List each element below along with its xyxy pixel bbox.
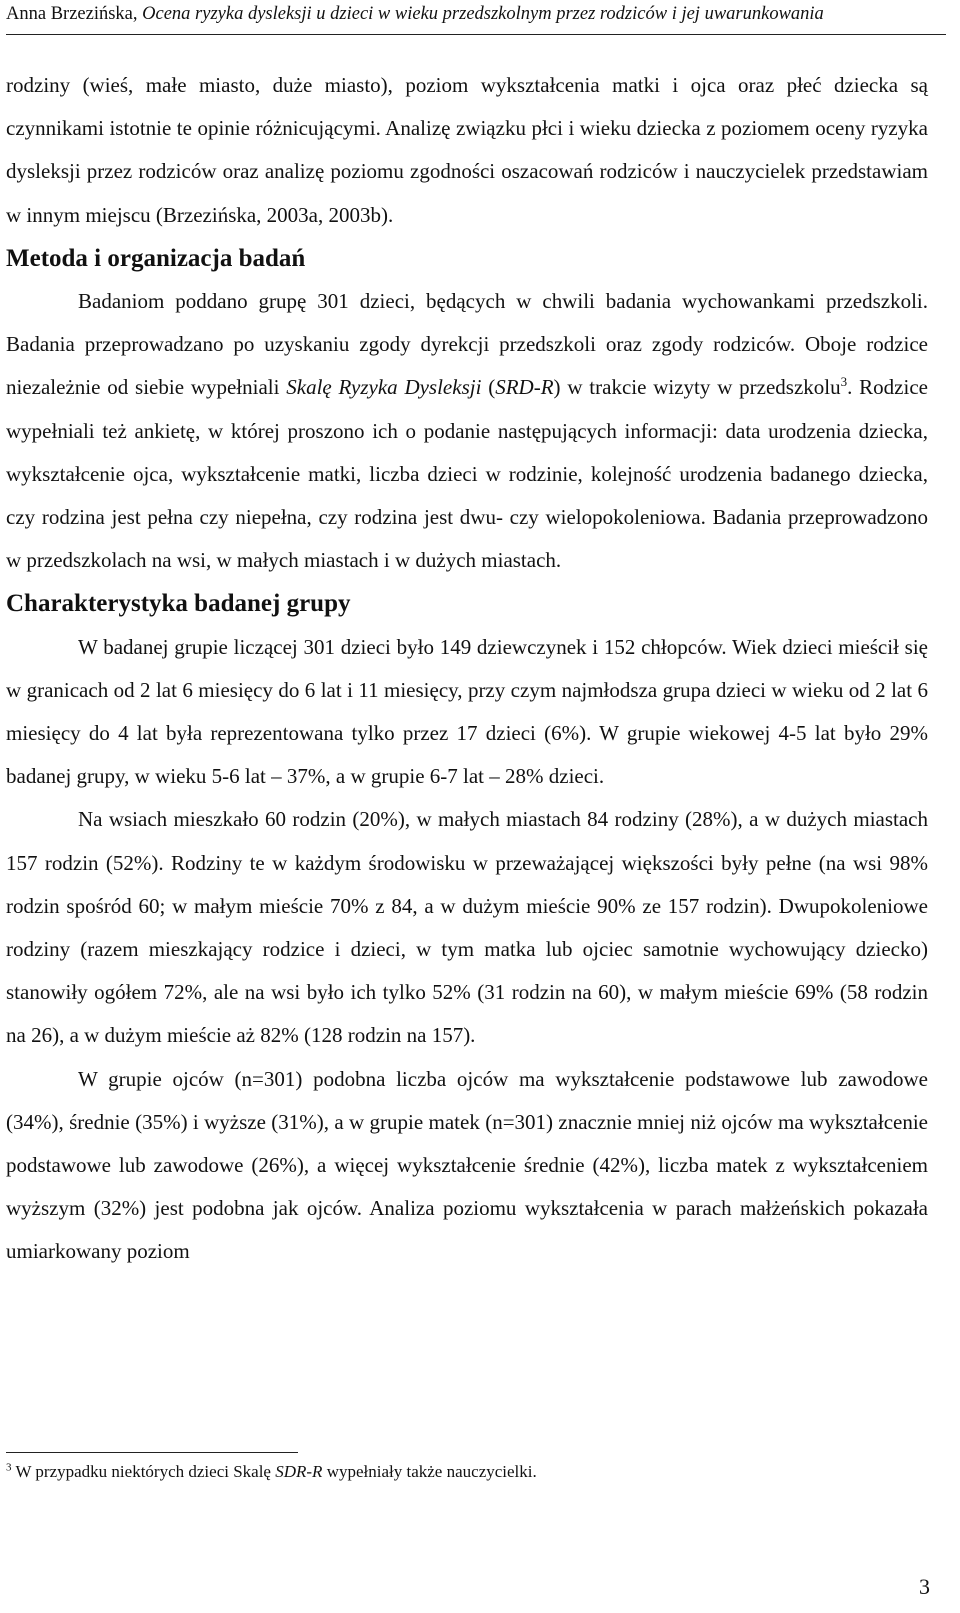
footnote-number: 3	[6, 1461, 12, 1474]
method-text-1: Badaniom poddano grupę 301 dzieci, będących w chwili badania wychowankami przedszkoli. Badania przeprowadzano po uzyskaniu zgody dyrekcji przedszkoli oraz zgody rodziców. Oboje rodzice niezależnie od siebie wypełniali	[6, 289, 928, 400]
group-paragraph-2: Na wsiach mieszkało 60 rodzin (20%), w małych miastach 84 rodziny (28%), a w dużych miastach 157 rodzin (52%). Rodziny te w każdym środowisku w przeważającej większości były pełne (na wsi 98% rodzin spośród 60; w małym mieście 70% z 84, a w dużym mieście 90% ze 157 rodzin). Dwupokoleniowe rodziny (razem mieszkający rodzice i dzieci, w tym matka lub ojciec samotnie wychowujący dziecko) stanowiły ogółem 72%, ale na wsi było ich tylko 52% (31 rodzin na 60), w małym mieście 69% (58 rodzin na 26), a w dużym mieście aż 82% (128 rodzin na 157).	[6, 807, 928, 1048]
scale-abbr-dash: -	[533, 375, 541, 400]
intro-paragraph: rodziny (wieś, małe miasto, duże miasto), poziom wykształcenia matki i ojca oraz płeć dziecka są czynnikami istotnie te opinie różnicującymi. Analizę związku płci i wieku dziecka z poziomem oceny ryzyka dysleksji przez rodziców oraz analizę poziomu zgodności oszacowań rodziców i nauczycielek przedstawiam w innym miejscu (Brzezińska, 2003a, 2003b).	[6, 73, 928, 227]
header-rule	[6, 34, 946, 35]
group-paragraph-3: W grupie ojców (n=301) podobna liczba ojców ma wykształcenie podstawowe lub zawodowe (34%), średnie (35%) i wyższe (31%), a w grupie matek (n=301) znacznie mniej niż ojców ma wykształcenie podstawowe lub zawodowe (26%), a więcej wykształcenie średnie (42%), liczba matek z wykształceniem wyższym (32%) jest podobna jak ojców. Analiza poziomu wykształcenia w parach małżeńskich pokazała umiarkowany poziom	[6, 1066, 928, 1264]
footnote-scale-abbr: SDR-R	[275, 1462, 323, 1481]
scale-name: Skalę Ryzyka Dysleksji	[286, 375, 482, 400]
method-paragraph	[6, 280, 928, 582]
running-header	[6, 2, 951, 26]
group-paragraph-1: W badanej grupie liczącej 301 dzieci było 149 dziewczynek i 152 chłopców. Wiek dzieci mieścił się w granicach od 2 lat 6 miesięcy do 6 lat i 11 miesięcy, przy czym najmłodsza grupa dzieci w wieku od 2 lat 6 miesięcy do 4 lat była reprezentowana tylko przez 17 dzieci (6%). W grupie wiekowej 4-5 lat było 29% badanej grupy, w wieku 5-6 lat – 37%, a w grupie 6-7 lat – 28% dzieci.	[6, 634, 928, 789]
footnote-text-2: wypełniały także nauczycielki.	[322, 1462, 537, 1481]
header-author: Anna Brzezińska,	[6, 4, 138, 24]
footnote-text-1: W przypadku niektórych dzieci Skalę	[11, 1462, 276, 1481]
scale-abbr-srd: SRD	[495, 375, 534, 400]
scale-abbr-r: R	[540, 375, 554, 400]
section-heading-method: Metoda i organizacja badań	[6, 244, 306, 272]
section-heading-group: Charakterystyka badanej grupy	[6, 590, 351, 618]
page-number: 3	[919, 1574, 930, 1599]
method-text-2: ) w trakcie wizyty w przedszkolu	[553, 375, 841, 400]
footnote-rule	[6, 1452, 298, 1453]
header-title: Ocena ryzyka dysleksji u dzieci w wieku przedszkolnym przez rodziców i jej uwarunkowania	[142, 4, 824, 24]
paren-open: (	[481, 375, 496, 400]
footnote	[6, 1460, 926, 1484]
body-text	[6, 64, 928, 1274]
method-text-3: . Rodzice wypełniali też ankietę, w której proszono ich o podanie następujących informacji: data urodzenia dziecka, wykształcenie ojca, wykształcenie matki, liczba dzieci w rodzinie, kolejność urodzenia badanego dziecka, czy rodzina jest pełna czy niepełna, czy rodzina jest dwu- czy wielopokoleniowa. Badania przeprowadzono w przedszkolach na wsi, w małych miastach i w dużych miastach.	[6, 375, 928, 573]
footnote-reference: 3	[840, 374, 848, 390]
